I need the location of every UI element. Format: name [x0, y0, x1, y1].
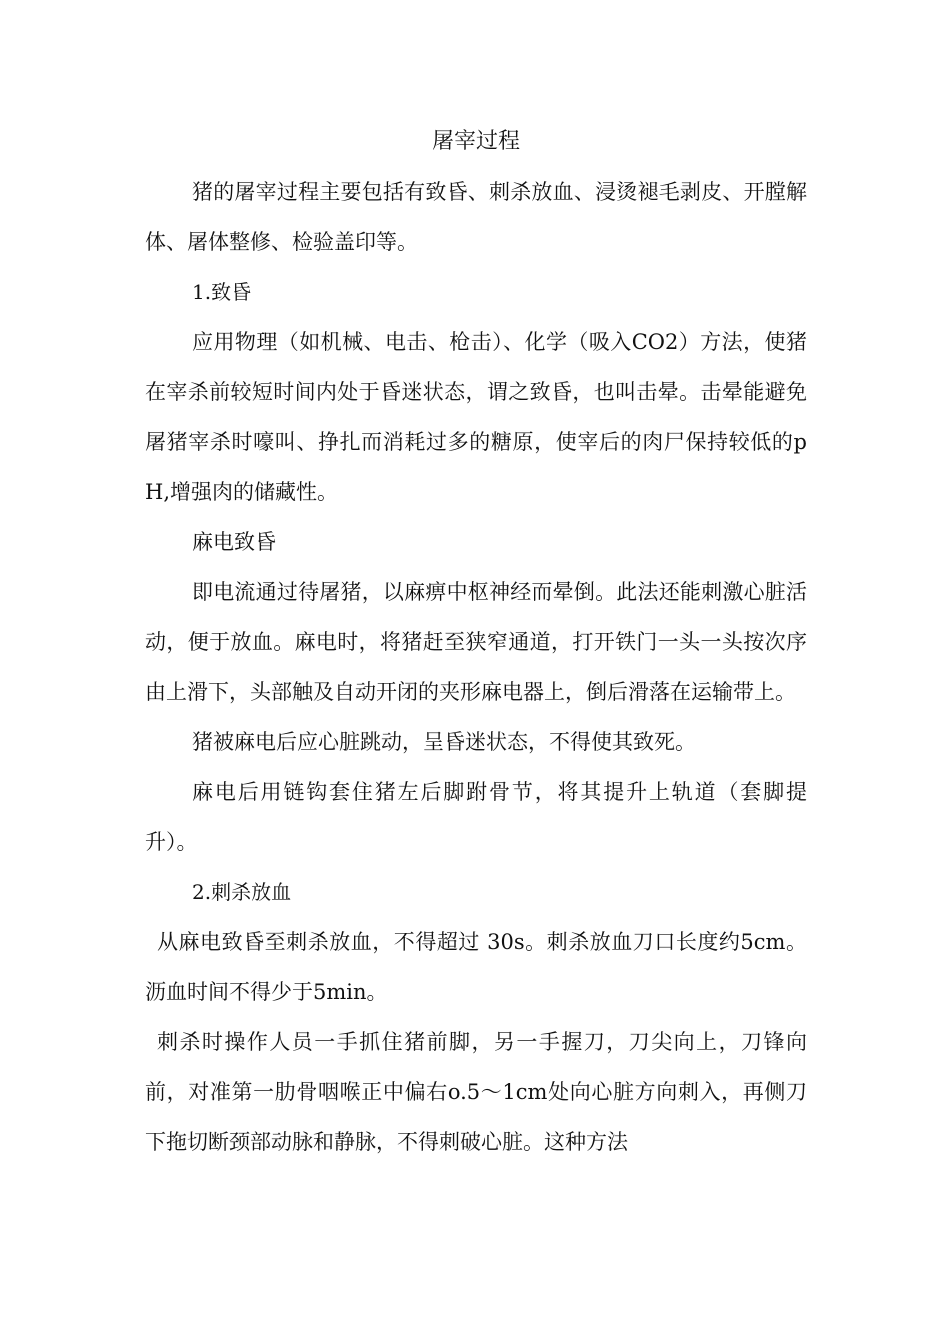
section-heading-sticking: 2.刺杀放血	[192, 880, 292, 904]
subheading-electric-stunning: 麻电致昏	[192, 530, 276, 554]
paragraph-heartbeat: 猪被麻电后应心脏跳动，呈昏迷状态，不得使其致死。	[192, 730, 696, 754]
paragraph-intro: 猪的屠宰过程主要包括有致昏、刺杀放血、浸烫褪毛剥皮、开膛解体、屠体整修、检验盖印等。	[145, 180, 807, 254]
document-title: 屠宰过程	[431, 129, 520, 154]
paragraph-sticking-time: 从麻电致昏至刺杀放血，不得超过 30s。刺杀放血刀口长度约5cm。沥血时间不得少于5min。	[145, 930, 807, 1004]
paragraph-electric-stunning: 即电流通过待屠猪，以麻痹中枢神经而晕倒。此法还能刺激心脏活动，便于放血。麻电时，将猪赶至狭窄通道，打开铁门一头一头按次序由上滑下，头部触及自动开闭的夹形麻电器上，倒后滑落在运输带上。	[145, 580, 807, 704]
paragraph-hoisting: 麻电后用链钩套住猪左后脚跗骨节，将其提升上轨道（套脚提升）。	[145, 780, 807, 854]
document-body	[145, 117, 807, 1167]
paragraph-stunning-methods: 应用物理（如机械、电击、枪击）、化学（吸入CO2）方法，使猪在宰杀前较短时间内处于昏迷状态，谓之致昏，也叫击晕。击晕能避免屠猪宰杀时嚎叫、挣扎而消耗过多的糖原，使宰后的肉尸保持较低的pH,增强肉的储藏性。	[145, 330, 807, 504]
paragraph-sticking-method: 刺杀时操作人员一手抓住猪前脚，另一手握刀，刀尖向上，刀锋向前，对准第一肋骨咽喉正中偏右o.5～1cm处向心脏方向刺入，再侧刀下拖切断颈部动脉和静脉，不得刺破心脏。这种方法	[145, 1030, 807, 1154]
section-heading-stunning: 1.致昏	[192, 280, 252, 304]
